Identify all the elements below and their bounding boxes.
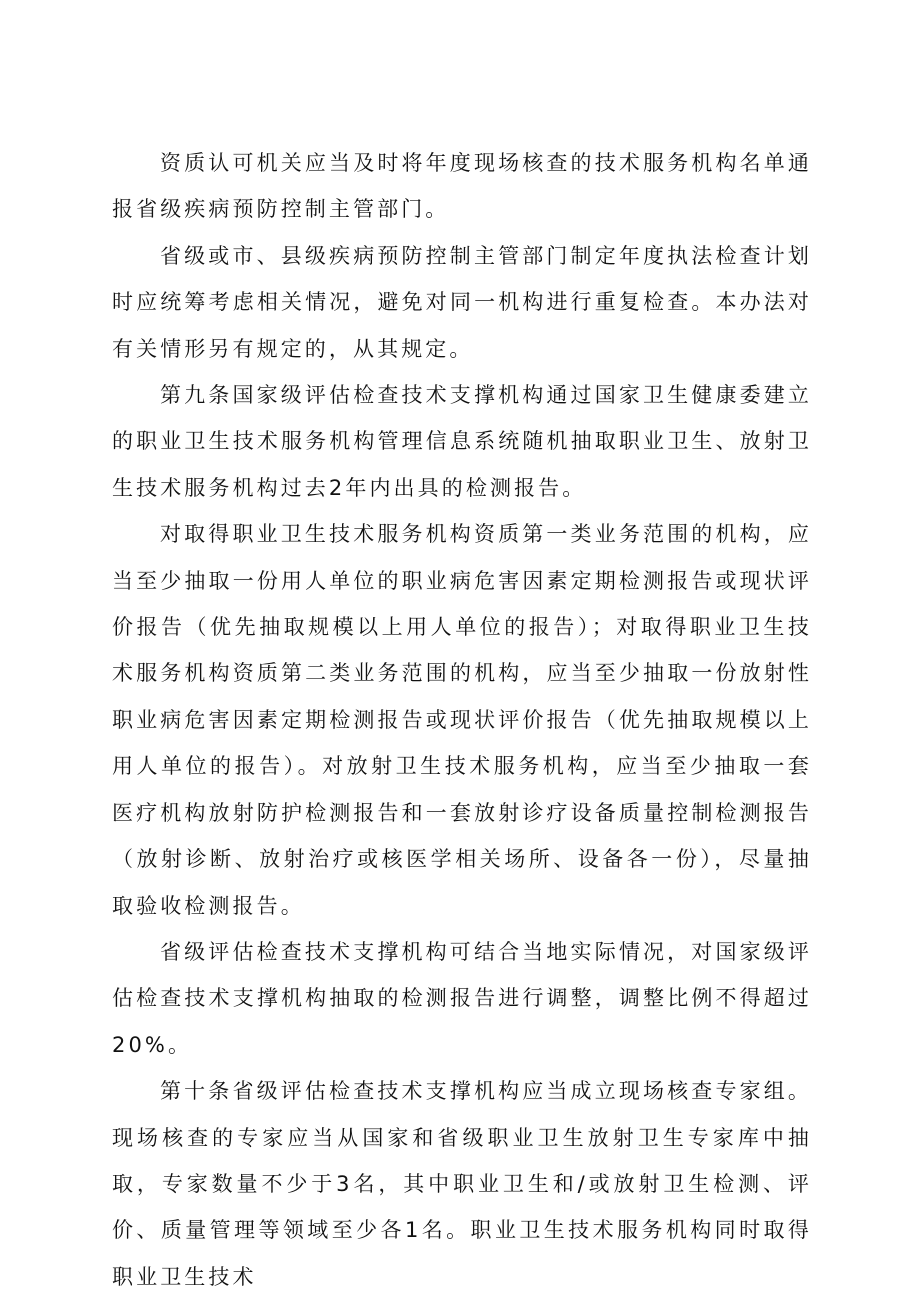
paragraph-6-article-10: 第十条省级评估检查技术支撑机构应当成立现场核查专家组。现场核查的专家应当从国家和省级职业卫生放射卫生专家库中抽取，专家数量不少于3名，其中职业卫生和/或放射卫生检测、评价、质量管理等领域至少各1名。职业卫生技术服务机构同时取得职业卫生技术 <box>112 1079 812 1289</box>
document-body <box>112 140 812 1300</box>
paragraph-3-article-9: 第九条国家级评估检查技术支撑机构通过国家卫生健康委建立的职业卫生技术服务机构管理信息系统随机抽取职业卫生、放射卫生技术服务机构过去2年内出具的检测报告。 <box>112 383 812 500</box>
paragraph-4: 对取得职业卫生技术服务机构资质第一类业务范围的机构，应当至少抽取一份用人单位的职业病危害因素定期检测报告或现状评价报告（优先抽取规模以上用人单位的报告）；对取得职业卫生技术服务机构资质第二类业务范围的机构，应当至少抽取一份放射性职业病危害因素定期检测报告或现状评价报告（优先抽取规模以上用人单位的报告）。对放射卫生技术服务机构，应当至少抽取一套医疗机构放射防护检测报告和一套放射诊疗设备质量控制检测报告（放射诊断、放射治疗或核医学相关场所、设备各一份），尽量抽取验收检测报告。 <box>112 522 812 918</box>
paragraph-2: 省级或市、县级疾病预防控制主管部门制定年度执法检查计划时应统筹考虑相关情况，避免对同一机构进行重复检查。本办法对有关情形另有规定的，从其规定。 <box>112 243 812 361</box>
paragraph-5: 省级评估检查技术支撑机构可结合当地实际情况，对国家级评估检查技术支撑机构抽取的检测报告进行调整，调整比例不得超过20%。 <box>112 939 812 1057</box>
paragraph-1: 资质认可机关应当及时将年度现场核查的技术服务机构名单通报省级疾病预防控制主管部门。 <box>112 151 812 222</box>
